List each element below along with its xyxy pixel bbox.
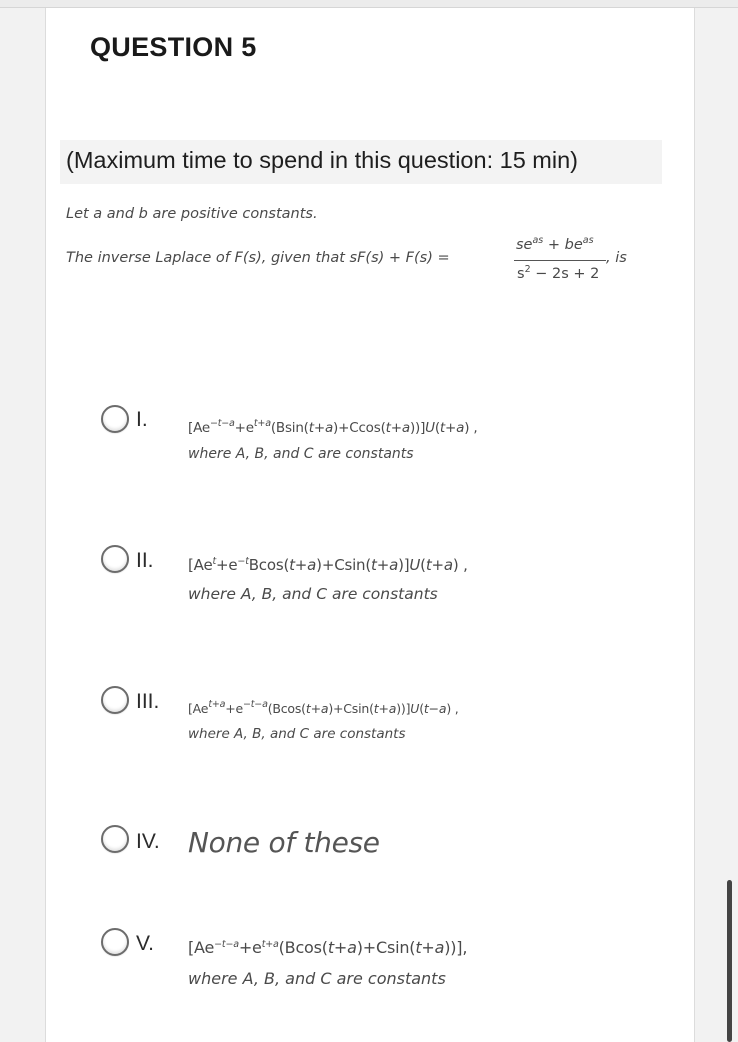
option-3-expression: $[Ae^{t+a}+e^{-t-a}(Bcos(t+a)+Csin(t+a))]U(t-a)$ , [188,699,459,716]
option-4-roman: IV. [136,830,160,853]
option-2-roman: II. [136,549,154,572]
option-4-radio[interactable] [101,825,129,853]
time-note: (Maximum time to spend in this question: 15 min) [66,147,578,173]
option-2-radio[interactable] [101,545,129,573]
option-1-radio[interactable] [101,405,129,433]
option-1-roman: I. [136,408,148,431]
option-1-subtext: where A, B, and C are constants [188,446,414,462]
fraction-denominator: $s^2 - 2s + 2$ [517,264,600,282]
option-2-subtext: where A, B, and C are constants [188,585,438,603]
option-5-subtext: where A, B, and C are constants [188,969,446,988]
fraction-bar [514,260,606,261]
top-divider [0,0,738,8]
statement-prefix: The inverse Laplace of F(s), given that sF(s) + F(s) = [66,250,450,266]
option-5-radio[interactable] [101,928,129,956]
left-gutter [0,8,45,1042]
statement-line-1: Let a and b are positive constants. [66,206,318,222]
option-3-radio[interactable] [101,686,129,714]
option-3-roman: III. [136,690,160,713]
option-1-expression: $[Ae^{-t-a}+e^{t+a}(Bsin(t+a)+Ccos(t+a))]U(t+a)$ , [188,418,478,436]
option-4-expression: None of these [188,826,380,859]
statement-suffix: , is [606,250,627,266]
fraction-numerator: $se^{as} + be^{as}$ [516,235,594,253]
option-3-subtext: where A, B, and C are constants [188,726,406,742]
option-2-expression: $[Ae^t+e^{-t}Bcos(t+a)+Csin(t+a)]U(t+a)$ , [188,556,468,574]
option-5-expression: $[Ae^{-t-a}+e^{t+a}(Bcos(t+a)+Csin(t+a))]$, [188,938,468,957]
question-title: QUESTION 5 [90,32,257,62]
option-5-roman: V. [136,932,154,955]
scrollbar-thumb[interactable] [727,880,732,1042]
